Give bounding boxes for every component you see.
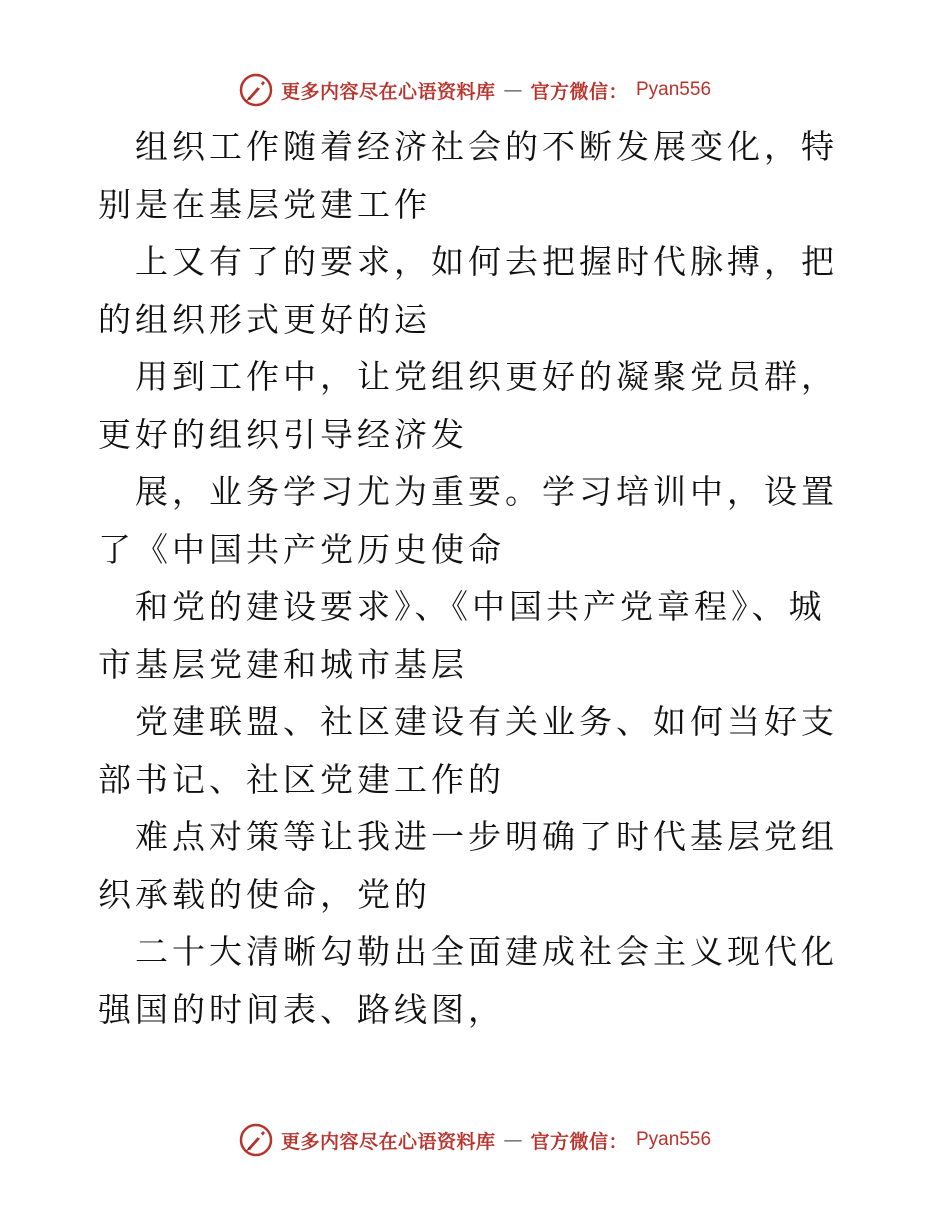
paragraph: 二十大清晰勾勒出全面建成社会主义现代化强国的时间表、路线图， bbox=[98, 932, 838, 1029]
footer-separator: — bbox=[503, 1129, 523, 1151]
footer-banner bbox=[0, 1120, 950, 1160]
paragraph: 组织工作随着经济社会的不断发展变化，特别是在基层党建工作 bbox=[98, 127, 838, 224]
footer-site-text: 更多内容尽在心语资料库 bbox=[280, 1130, 496, 1153]
paragraph: 党建联盟、社区建设有关业务、如何当好支部书记、社区党建工作的 bbox=[98, 702, 838, 799]
quill-logo-icon bbox=[239, 73, 273, 107]
footer-wechat-label: 官方微信： bbox=[530, 1130, 628, 1153]
quill-logo-icon bbox=[239, 1123, 273, 1157]
header-separator: — bbox=[503, 79, 523, 101]
header-banner bbox=[0, 70, 950, 110]
paragraph: 用到工作中，让党组织更好的凝聚党员群，更好的组织引导经济发 bbox=[98, 357, 838, 454]
header-wechat-id: Pyan556 bbox=[636, 79, 712, 100]
article-body bbox=[98, 118, 858, 1038]
paragraph: 上又有了的要求，如何去把握时代脉搏，把的组织形式更好的运 bbox=[98, 242, 838, 339]
paragraph: 和党的建设要求》、《中国共产党章程》、城市基层党建和城市基层 bbox=[98, 587, 826, 684]
footer-wechat-id: Pyan556 bbox=[636, 1129, 712, 1150]
paragraph: 难点对策等让我进一步明确了时代基层党组织承载的使命，党的 bbox=[98, 817, 838, 914]
header-wechat-label: 官方微信： bbox=[530, 80, 628, 103]
header-site-text: 更多内容尽在心语资料库 bbox=[280, 80, 496, 103]
paragraph: 展，业务学习尤为重要。学习培训中，设置了《中国共产党历史使命 bbox=[98, 472, 838, 569]
